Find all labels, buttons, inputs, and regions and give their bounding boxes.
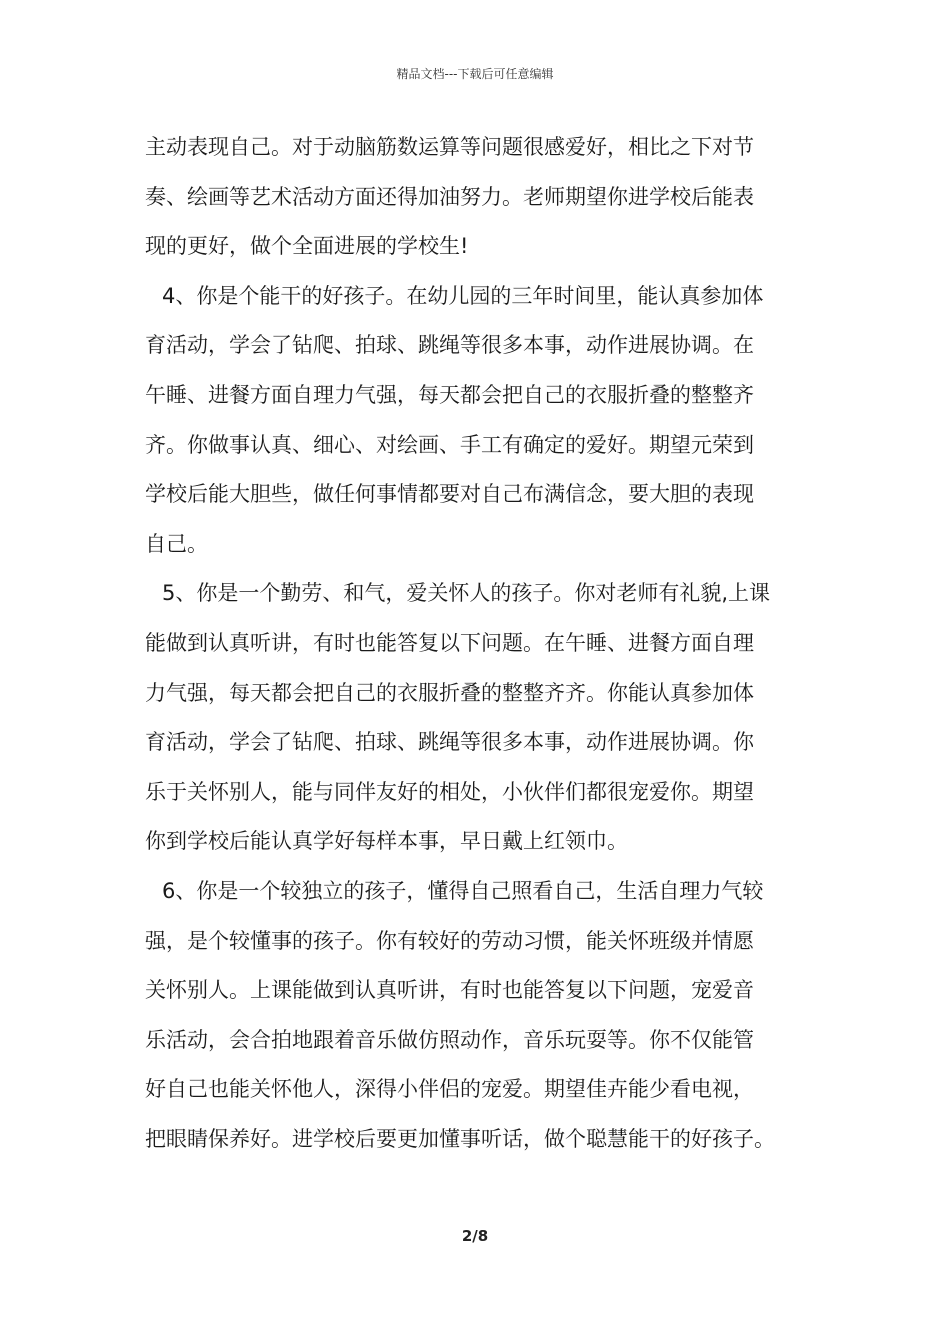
text-line: 午睡、进餐方面自理力气强，每天都会把自己的衣服折叠的整整齐 bbox=[145, 382, 754, 407]
text-line: 能做到认真听讲，有时也能答复以下问题。在午睡、进餐方面自理 bbox=[145, 630, 754, 655]
text-line: 齐。你做事认真、细心、对绘画、手工有确定的爱好。期望元荣到 bbox=[145, 432, 754, 457]
page-header bbox=[0, 66, 950, 82]
text-line: 学校后能大胆些，做任何事情都要对自己布满信念，要大胆的表现 bbox=[145, 482, 754, 507]
page-separator: / bbox=[472, 1227, 478, 1245]
text-line: 乐活动，会合拍地跟着音乐做仿照动作，音乐玩耍等。你不仅能管 bbox=[145, 1027, 754, 1052]
text-line: 强，是个较懂事的孩子。你有较好的劳动习惯，能关怀班级并情愿 bbox=[145, 928, 754, 953]
text-line: 你到学校后能认真学好每样本事，早日戴上红领巾。 bbox=[145, 829, 628, 854]
text-line: 把眼睛保养好。进学校后要更加懂事听话，做个聪慧能干的好孩子。 bbox=[145, 1126, 775, 1151]
text-line: 好自己也能关怀他人，深得小伴侣的宠爱。期望佳卉能少看电视， bbox=[145, 1077, 754, 1102]
text-line: 关怀别人。上课能做到认真听讲，有时也能答复以下问题，宠爱音 bbox=[145, 978, 754, 1003]
page-number bbox=[0, 1226, 950, 1246]
page-total: 8 bbox=[477, 1227, 489, 1245]
text-line: 育活动，学会了钻爬、拍球、跳绳等很多本事，动作进展协调。在 bbox=[145, 333, 754, 358]
paragraph-start-4: 4、你是个能干的好孩子。在幼儿园的三年时间里，能认真参加体 bbox=[162, 283, 764, 308]
text-line: 主动表现自己。对于动脑筋数运算等问题很感爱好，相比之下对节 bbox=[145, 135, 754, 159]
header-text: 精品文档---下载后可任意编辑 bbox=[396, 67, 554, 81]
text-line: 乐于关怀别人，能与同伴友好的相处，小伙伴们都很宠爱你。期望 bbox=[145, 779, 754, 804]
text-line: 奏、绘画等艺术活动方面还得加油努力。老师期望你进学校后能表 bbox=[145, 184, 754, 209]
paragraph-start-6: 6、你是一个较独立的孩子，懂得自己照看自己，生活自理力气较 bbox=[162, 878, 764, 903]
text-line: 现的更好，做个全面进展的学校生! bbox=[145, 234, 469, 259]
page-current: 2 bbox=[461, 1227, 473, 1245]
text-line: 力气强，每天都会把自己的衣服折叠的整整齐齐。你能认真参加体 bbox=[145, 680, 754, 705]
text-line: 自己。 bbox=[145, 531, 208, 556]
text-line: 育活动，学会了钻爬、拍球、跳绳等很多本事，动作进展协调。你 bbox=[145, 730, 754, 755]
paragraph-start-5: 5、你是一个勤劳、和气，爱关怀人的孩子。你对老师有礼貌,上课 bbox=[162, 581, 771, 606]
document-body bbox=[145, 130, 825, 1171]
